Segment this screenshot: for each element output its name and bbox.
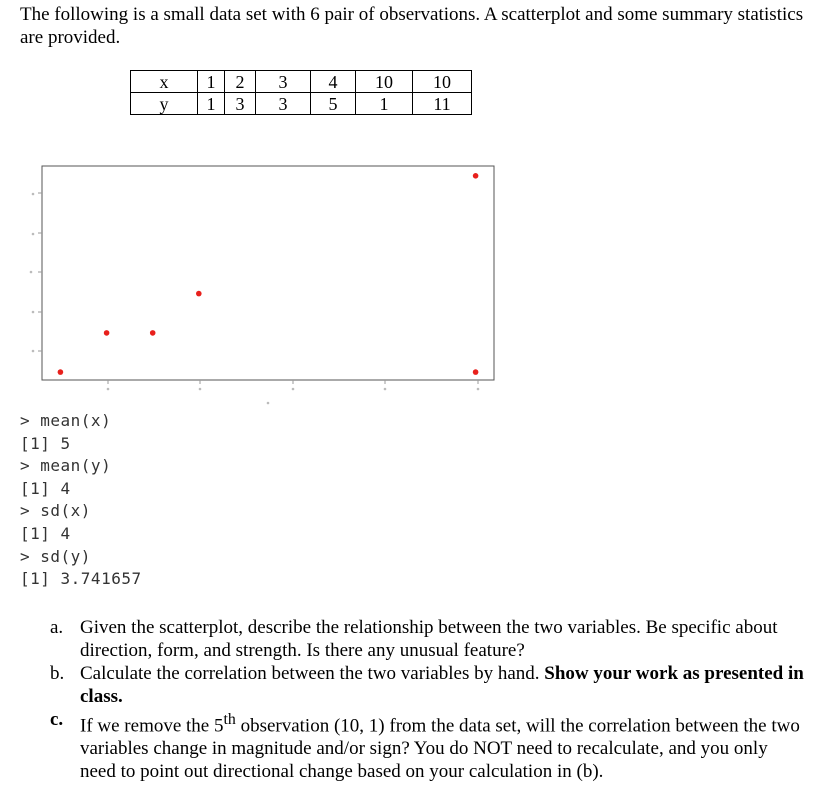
question-c bbox=[50, 708, 805, 783]
table-cell: 3 bbox=[225, 93, 256, 115]
y-tick-mark bbox=[32, 193, 35, 196]
question-letter: b. bbox=[50, 663, 65, 684]
question-text: Calculate the correlation between the two variables by hand. bbox=[80, 663, 545, 684]
scatter-point bbox=[196, 291, 202, 297]
table-cell: 3 bbox=[256, 93, 311, 115]
question-emphasis: Show your work as presented in class. bbox=[80, 663, 804, 707]
scatter-point bbox=[150, 330, 156, 336]
table-row-y bbox=[131, 93, 472, 115]
table-cell: 5 bbox=[311, 93, 356, 115]
console-line: [1] 5 bbox=[20, 433, 71, 453]
x-axis-label-mark bbox=[267, 402, 270, 405]
y-tick-mark bbox=[30, 271, 33, 274]
console-line: [1] 4 bbox=[20, 523, 71, 543]
question-b bbox=[50, 662, 805, 708]
scatter-point bbox=[473, 369, 479, 375]
scatterplot bbox=[0, 150, 500, 406]
question-text: observation (10, 1) from the data set, will the correlation between the two variables change in magnitude and/or sign? You do NOT need to recalculate, and you only need to point out directional change based on your calculation in (b). bbox=[80, 715, 800, 783]
console-line: [1] 3.741657 bbox=[20, 569, 142, 589]
console-line: [1] 4 bbox=[20, 478, 71, 498]
scatter-point bbox=[58, 369, 64, 375]
scatter-point bbox=[104, 330, 110, 336]
x-tick-mark bbox=[292, 388, 295, 391]
ordinal-suffix: th bbox=[223, 711, 236, 728]
console-line: > mean(y) bbox=[20, 456, 112, 476]
table-label-y: y bbox=[131, 93, 198, 115]
table-cell: 11 bbox=[413, 93, 472, 115]
console-line: > mean(x) bbox=[20, 411, 112, 430]
plot-frame bbox=[42, 166, 494, 380]
question-text: Given the scatterplot, describe the relationship between the two variables. Be specific about direction, form, and strength. Is there any unusual feature? bbox=[80, 617, 778, 661]
x-axis-ticks bbox=[107, 380, 480, 404]
x-tick-mark bbox=[199, 388, 202, 391]
table-cell: 3 bbox=[256, 71, 311, 93]
y-tick-mark bbox=[32, 350, 35, 353]
question-letter: c. bbox=[50, 709, 64, 730]
x-tick-mark bbox=[107, 388, 110, 391]
y-tick-mark bbox=[32, 233, 35, 236]
x-tick-mark bbox=[384, 388, 387, 391]
table-cell: 10 bbox=[356, 71, 413, 93]
question-a bbox=[50, 616, 805, 662]
intro-text: The following is a small data set with 6 pair of observations. A scatterplot and some summary statistics are provided. bbox=[20, 4, 804, 48]
data-points bbox=[58, 173, 479, 375]
console-line: > sd(x) bbox=[20, 501, 91, 521]
console-line: > sd(y) bbox=[20, 546, 91, 566]
question-list bbox=[50, 616, 805, 783]
table-cell: 1 bbox=[198, 71, 225, 93]
y-tick-mark bbox=[32, 311, 35, 314]
question-text: If we remove the 5 bbox=[80, 715, 224, 737]
table-row-x bbox=[131, 71, 472, 93]
table-cell: 1 bbox=[356, 93, 413, 115]
table-cell: 2 bbox=[225, 71, 256, 93]
question-letter: a. bbox=[50, 617, 64, 638]
x-tick-mark bbox=[477, 388, 480, 391]
table-cell: 4 bbox=[311, 71, 356, 93]
table-cell: 10 bbox=[413, 71, 472, 93]
y-axis-ticks bbox=[30, 193, 42, 353]
table-cell: 1 bbox=[198, 93, 225, 115]
data-table bbox=[130, 70, 472, 115]
r-console-output bbox=[20, 410, 142, 591]
table-label-x: x bbox=[131, 71, 198, 93]
scatter-point bbox=[473, 173, 479, 179]
